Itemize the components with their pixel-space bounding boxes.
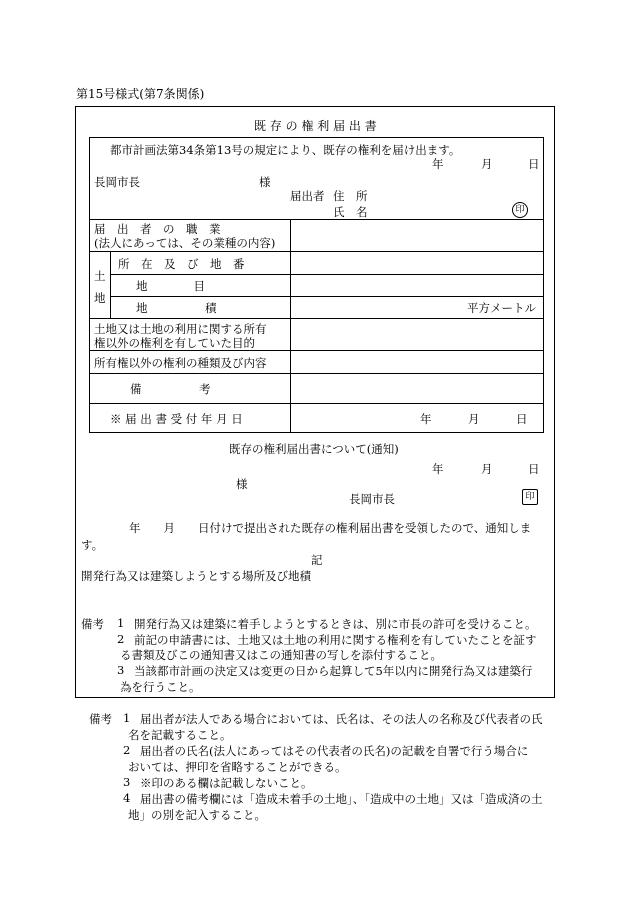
outer-note-1-num: 1 xyxy=(123,711,131,725)
receipt-year: 年 xyxy=(420,412,432,426)
form-title: 既 存 の 権 利 届 出 書 xyxy=(254,119,377,133)
inner-note-3-num: 3 xyxy=(117,663,125,677)
location-label: 所 在 及 び 地 番 xyxy=(118,257,245,271)
row-divider xyxy=(110,296,544,297)
notice-body-2: す。 xyxy=(81,538,104,552)
outer-note-2-num: 2 xyxy=(123,743,131,757)
name-label: 氏 名 xyxy=(333,205,368,219)
outer-note-4a: 届出書の備考欄には「造成未着手の土地」、「造成中の土地」又は「造成済の土 xyxy=(140,792,543,806)
land-label-1: 土 xyxy=(94,269,106,283)
outer-note-4-num: 4 xyxy=(123,791,131,805)
row-divider xyxy=(89,219,544,220)
notice-year: 年 xyxy=(432,462,444,476)
land-label-2: 地 xyxy=(94,291,106,305)
notice-sama: 様 xyxy=(236,477,248,491)
purpose-label-2: 権以外の権利を有していた目的 xyxy=(94,336,255,350)
notice-day: 日 xyxy=(528,462,540,476)
inner-notes-label: 備考 xyxy=(81,617,104,631)
address-label: 住 所 xyxy=(333,189,368,203)
inner-note-3a: 当該都市計画の決定又は変更の日から起算して5年以内に開発行為又は建築行 xyxy=(134,664,533,678)
row-divider xyxy=(110,274,544,275)
outer-note-2a: 届出者の氏名(法人にあってはその代表者の氏名)の記載を自署で行う場合に xyxy=(140,744,529,758)
occupation-sublabel: (法人にあっては、その業種の内容) xyxy=(94,236,276,250)
notice-title: 既存の権利届出書について(通知) xyxy=(229,442,399,456)
land-column-divider xyxy=(110,251,111,318)
inner-note-2-num: 2 xyxy=(117,632,125,646)
other-rights-label: 所有権以外の権利の種類及び内容 xyxy=(94,356,267,370)
outer-note-2b: おいては、押印を省略することができる。 xyxy=(128,760,347,774)
receipt-day: 日 xyxy=(516,412,528,426)
addressee-sama: 様 xyxy=(259,175,271,189)
row-divider xyxy=(89,403,544,404)
notice-subject: 開発行為又は建築しようとする場所及び地積 xyxy=(81,569,311,583)
sender-seal-icon: 印 xyxy=(522,489,538,505)
date-month: 月 xyxy=(481,157,493,171)
notice-sender: 長岡市長 xyxy=(349,492,395,506)
outer-note-1a: 届出者が法人である場合においては、氏名は、その法人の名称及び代表者の氏 xyxy=(140,712,543,726)
occupation-label: 届 出 者 の 職 業 xyxy=(94,222,221,236)
notice-month: 月 xyxy=(481,462,493,476)
row-divider xyxy=(89,373,544,374)
remarks-label: 備 考 xyxy=(130,382,211,396)
area-label: 地 積 xyxy=(136,301,217,315)
inner-note-2b: る書類及びこの通知書又はこの通知書の写しを添付すること。 xyxy=(120,648,442,662)
date-year: 年 xyxy=(432,157,444,171)
outer-note-4b: 地」の別を記入すること。 xyxy=(128,808,266,822)
outer-note-3-num: 3 xyxy=(123,775,131,789)
outer-notes-label: 備考 xyxy=(89,712,112,726)
date-day: 日 xyxy=(528,157,540,171)
notice-ki: 記 xyxy=(311,553,323,567)
column-divider xyxy=(290,219,291,433)
seal-mark-icon: 印 xyxy=(512,202,528,218)
outer-note-1b: 名を記載すること。 xyxy=(128,728,232,742)
notice-body-1: 年 月 日付けで提出された既存の権利届出書を受領したので、通知しま xyxy=(129,521,532,535)
mayor-addressee: 長岡市長 xyxy=(94,175,140,189)
row-divider xyxy=(89,251,544,252)
inner-note-1: 開発行為又は建築に着手しようとするときは、別に市長の許可を受けること。 xyxy=(134,617,537,631)
form-number: 第15号様式(第7条関係) xyxy=(76,87,205,101)
area-unit: 平方メートル xyxy=(467,301,536,315)
row-divider xyxy=(89,318,544,319)
inner-note-1-num: 1 xyxy=(117,616,125,630)
intro-text: 都市計画法第34条第13号の規定により、既存の権利を届け出ます。 xyxy=(110,143,461,157)
outer-note-3: ※印のある欄は記載しないこと。 xyxy=(140,776,313,790)
inner-note-2a: 前記の申請書には、土地又は土地の利用に関する権利を有していたことを証す xyxy=(134,633,537,647)
receipt-date-label: ※ 届 出 書 受 付 年 月 日 xyxy=(110,412,243,426)
applicant-label: 届出者 xyxy=(290,189,325,203)
inner-note-3b: 為を行うこと。 xyxy=(120,680,201,694)
purpose-label-1: 土地又は土地の利用に関する所有 xyxy=(94,322,267,336)
category-label: 地 目 xyxy=(136,279,205,293)
receipt-month: 月 xyxy=(468,412,480,426)
